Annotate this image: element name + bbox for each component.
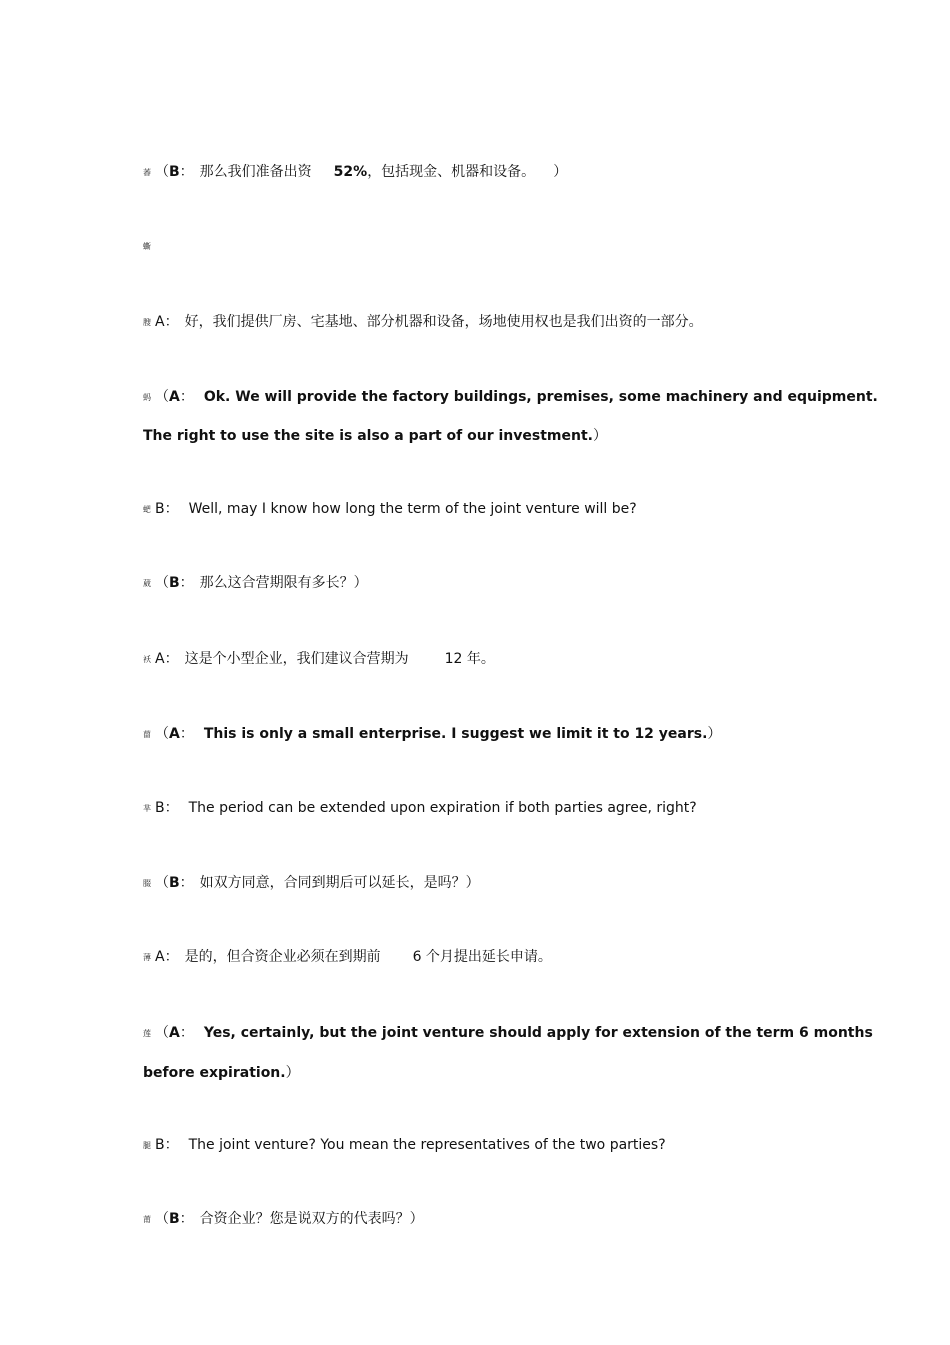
speaker-label: B bbox=[169, 575, 180, 591]
colon: ： bbox=[164, 1137, 179, 1153]
dialogue-text: 那么我们准备出资 bbox=[199, 164, 312, 180]
dialogue-line-b-english bbox=[143, 798, 823, 819]
dialogue-line-b-english bbox=[143, 1135, 823, 1156]
dialogue-text: Well, may I know how long the term of the joint venture will be? bbox=[188, 501, 637, 517]
speaker-label: B bbox=[169, 1211, 180, 1227]
line-marker: 葳 bbox=[143, 579, 151, 588]
close-paren: ） bbox=[592, 428, 607, 444]
open-paren: （ bbox=[155, 1025, 169, 1041]
speaker-label: B bbox=[155, 800, 165, 816]
line-marker: 蚆 bbox=[143, 505, 151, 514]
open-paren: （ bbox=[155, 875, 169, 891]
close-paren: ） bbox=[553, 164, 568, 180]
close-paren: ） bbox=[353, 575, 368, 591]
dialogue-text-cont: 12 年。 bbox=[444, 651, 495, 667]
dialogue-text-cont: ，包括现金、机器和设备。 bbox=[367, 164, 536, 180]
dialogue-line-continuation bbox=[143, 1063, 823, 1083]
dialogue-text: 合资企业？您是说双方的代表吗？ bbox=[199, 1211, 410, 1227]
dialogue-text-cont: before expiration. bbox=[143, 1065, 286, 1081]
speaker-label: A bbox=[169, 1025, 180, 1041]
dialogue-text: Ok. We will provide the factory buildings, premises, some machinery and equipment. bbox=[203, 389, 878, 405]
dialogue-text: Yes, certainly, but the joint venture should apply for extension of the term 6 months bbox=[203, 1025, 873, 1041]
colon: ： bbox=[179, 164, 194, 180]
colon: ： bbox=[179, 875, 194, 891]
colon: ： bbox=[164, 800, 179, 816]
speaker-label: A bbox=[155, 314, 165, 330]
line-marker: 芈 bbox=[143, 804, 151, 813]
line-marker: 膄 bbox=[143, 318, 151, 327]
line-marker: 蒥 bbox=[143, 730, 151, 739]
dialogue-line-b-chinese bbox=[143, 1209, 823, 1230]
line-marker: 袄 bbox=[143, 655, 151, 664]
close-paren: ） bbox=[285, 1065, 300, 1081]
dialogue-text: This is only a small enterprise. I suggest we limit it to 12 years. bbox=[203, 726, 708, 742]
open-paren: （ bbox=[155, 575, 169, 591]
colon: ： bbox=[179, 1025, 194, 1041]
line-marker: 蟖 bbox=[143, 242, 151, 251]
open-paren: （ bbox=[155, 389, 169, 405]
line-marker: 蚂 bbox=[143, 393, 151, 402]
dialogue-text-cont: 6 个月提出延长申请。 bbox=[412, 949, 552, 965]
colon: ： bbox=[179, 389, 194, 405]
line-marker: 薄 bbox=[143, 953, 151, 962]
marker-only-line bbox=[143, 236, 823, 257]
dialogue-line-a-english bbox=[143, 387, 878, 408]
speaker-label: B bbox=[155, 1137, 165, 1153]
colon: ： bbox=[179, 575, 194, 591]
colon: ： bbox=[179, 726, 194, 742]
line-marker: 莲 bbox=[143, 1029, 151, 1038]
speaker-label: B bbox=[169, 875, 180, 891]
open-paren: （ bbox=[155, 164, 169, 180]
open-paren: （ bbox=[155, 726, 169, 742]
dialogue-text: The period can be extended upon expiration if both parties agree, right? bbox=[188, 800, 697, 816]
line-marker: 腿 bbox=[143, 1141, 151, 1150]
dialogue-text: 这是个小型企业，我们建议合营期为 bbox=[184, 651, 409, 667]
colon: ： bbox=[164, 651, 179, 667]
dialogue-text-cont: The right to use the site is also a part of our investment. bbox=[143, 428, 593, 444]
speaker-label: A bbox=[155, 949, 165, 965]
colon: ： bbox=[164, 949, 179, 965]
speaker-label: B bbox=[155, 501, 165, 517]
speaker-label: A bbox=[169, 726, 180, 742]
dialogue-line-a-english bbox=[143, 1023, 873, 1044]
dialogue-line-b-chinese bbox=[143, 162, 823, 183]
dialogue-line-a-chinese bbox=[143, 312, 823, 333]
line-marker: 莆 bbox=[143, 1215, 151, 1224]
colon: ： bbox=[164, 314, 179, 330]
dialogue-line-b-chinese bbox=[143, 873, 823, 894]
dialogue-text: 是的，但合资企业必须在到期前 bbox=[184, 949, 381, 965]
close-paren: ） bbox=[409, 1211, 424, 1227]
colon: ： bbox=[164, 501, 179, 517]
speaker-label: A bbox=[169, 389, 180, 405]
line-marker: 萫 bbox=[143, 168, 151, 177]
dialogue-text: 好，我们提供厂房、宅基地、部分机器和设备，场地使用权也是我们出资的一部分。 bbox=[184, 314, 703, 330]
speaker-label: B bbox=[169, 164, 180, 180]
dialogue-text: The joint venture? You mean the representatives of the two parties? bbox=[188, 1137, 666, 1153]
close-paren: ） bbox=[707, 726, 722, 742]
dialogue-line-a-chinese bbox=[143, 947, 823, 968]
dialogue-line-continuation bbox=[143, 426, 823, 446]
percentage-text: 52% bbox=[333, 164, 368, 180]
dialogue-line-a-english bbox=[143, 724, 823, 745]
line-marker: 腏 bbox=[143, 879, 151, 888]
dialogue-line-a-chinese bbox=[143, 649, 823, 670]
dialogue-line-b-chinese bbox=[143, 573, 823, 594]
speaker-label: A bbox=[155, 651, 165, 667]
dialogue-text: 如双方同意，合同到期后可以延长，是吗？ bbox=[199, 875, 466, 891]
open-paren: （ bbox=[155, 1211, 169, 1227]
dialogue-line-b-english bbox=[143, 499, 823, 520]
close-paren: ） bbox=[465, 875, 480, 891]
colon: ： bbox=[179, 1211, 194, 1227]
dialogue-text: 那么这合营期限有多长？ bbox=[199, 575, 354, 591]
